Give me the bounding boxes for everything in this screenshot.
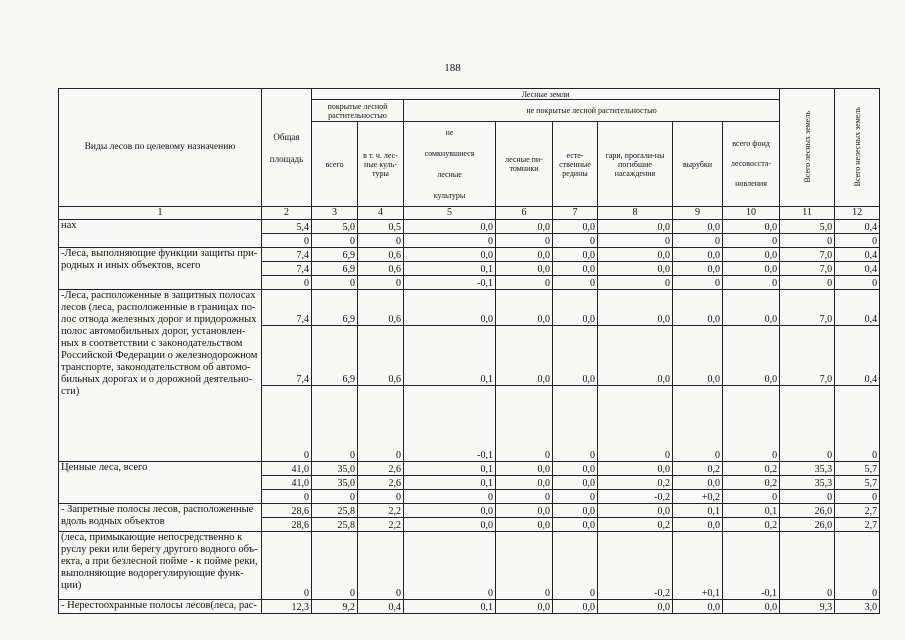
value-cell: 5,4	[262, 220, 312, 234]
forest-type-cell: (леса, примыкающие непосредственно к руслу реки или берегу другого водного объ-екта, а при безлесной пойме - к пойме реки, выполняющие водорегулирующие функ-ции)	[59, 532, 262, 600]
column-number: 3	[312, 207, 358, 220]
forest-type-cell: - Нерестоохранные полосы лесов(леса, рас-	[59, 600, 262, 614]
value-cell: 0	[496, 276, 553, 290]
value-cell: 0	[262, 532, 312, 600]
value-cell: 2,2	[358, 518, 404, 532]
value-cell: 0	[404, 234, 496, 248]
value-cell: 0,0	[496, 290, 553, 326]
value-cell: 6,9	[312, 290, 358, 326]
value-cell: 0	[312, 532, 358, 600]
column-number: 8	[598, 207, 673, 220]
page-number: 188	[444, 62, 461, 74]
value-cell: 0,0	[673, 248, 723, 262]
value-cell: 35,3	[780, 462, 835, 476]
value-cell: 7,0	[780, 326, 835, 386]
value-cell: 28,6	[262, 518, 312, 532]
value-cell: -0,1	[404, 386, 496, 462]
value-cell: 0	[262, 386, 312, 462]
value-cell: 0,6	[358, 290, 404, 326]
value-cell: 0,0	[598, 462, 673, 476]
value-cell: 2,6	[358, 476, 404, 490]
value-cell: 0,0	[673, 220, 723, 234]
value-cell: 0	[673, 234, 723, 248]
value-cell: 0	[780, 234, 835, 248]
value-cell: 0	[835, 234, 880, 248]
value-cell: 7,4	[262, 326, 312, 386]
value-cell: -0,2	[598, 532, 673, 600]
column-number: 2	[262, 207, 312, 220]
value-cell: 35,0	[312, 462, 358, 476]
value-cell: 0,0	[723, 290, 780, 326]
value-cell: 0	[723, 234, 780, 248]
value-cell: 0,0	[496, 518, 553, 532]
value-cell: 0	[835, 386, 880, 462]
value-cell: 7,4	[262, 262, 312, 276]
value-cell: 0,4	[358, 600, 404, 614]
value-cell: 0,0	[404, 248, 496, 262]
value-cell: 0,0	[598, 290, 673, 326]
value-cell: 0,2	[723, 462, 780, 476]
value-cell: 0,2	[598, 518, 673, 532]
col-header-not-covered: не покрытые лесной растительностью	[404, 100, 780, 122]
column-number: 1	[59, 207, 262, 220]
value-cell: 0,2	[673, 462, 723, 476]
value-cell: 0	[553, 234, 598, 248]
value-cell: 0,0	[673, 600, 723, 614]
value-cell: 6,9	[312, 262, 358, 276]
value-cell: 0,0	[496, 262, 553, 276]
value-cell: 0	[404, 490, 496, 504]
value-cell: 0	[780, 276, 835, 290]
value-cell: 0	[780, 532, 835, 600]
value-cell: 0	[553, 386, 598, 462]
value-cell: 0	[723, 386, 780, 462]
value-cell: 7,0	[780, 290, 835, 326]
value-cell: 0,2	[723, 518, 780, 532]
value-cell: 0,6	[358, 262, 404, 276]
col-header-total-area: Общая площадь	[262, 89, 312, 207]
value-cell: 0	[312, 386, 358, 462]
column-number: 5	[404, 207, 496, 220]
value-cell: 0	[262, 276, 312, 290]
forest-type-cell: нах	[59, 220, 262, 248]
value-cell: 0	[312, 234, 358, 248]
value-cell: 0	[262, 490, 312, 504]
table-row	[59, 532, 880, 600]
value-cell: 0,0	[553, 262, 598, 276]
value-cell: 0,5	[358, 220, 404, 234]
value-cell: 7,0	[780, 248, 835, 262]
value-cell: 0	[496, 532, 553, 600]
value-cell: 0,0	[598, 248, 673, 262]
table-row	[59, 220, 880, 234]
value-cell: 0,2	[598, 476, 673, 490]
value-cell: 5,7	[835, 476, 880, 490]
value-cell: 0,1	[404, 462, 496, 476]
value-cell: 0	[312, 490, 358, 504]
value-cell: 28,6	[262, 504, 312, 518]
value-cell: 0	[358, 532, 404, 600]
value-cell: 0	[496, 386, 553, 462]
column-number: 9	[673, 207, 723, 220]
value-cell: 0,4	[835, 290, 880, 326]
value-cell: 0,1	[404, 262, 496, 276]
forest-type-cell: -Леса, выполняющие функции защиты при-родных и иных объектов, всего	[59, 248, 262, 290]
value-cell: 0	[358, 234, 404, 248]
value-cell: 0,1	[404, 326, 496, 386]
value-cell: 7,4	[262, 290, 312, 326]
table-row	[59, 600, 880, 614]
table-row	[59, 290, 880, 326]
column-number: 11	[780, 207, 835, 220]
value-cell: 25,8	[312, 518, 358, 532]
value-cell: -0,1	[404, 276, 496, 290]
value-cell: 2,7	[835, 504, 880, 518]
col-header-clearings: вырубки	[673, 122, 723, 207]
value-cell: 0,0	[723, 248, 780, 262]
col-header-nurseries: лесные пи-томники	[496, 122, 553, 207]
value-cell: 0,0	[673, 476, 723, 490]
value-cell: 0,0	[723, 600, 780, 614]
forest-type-cell: - Запретные полосы лесов, расположенные вдоль водных объектов	[59, 504, 262, 532]
value-cell: 0,0	[553, 248, 598, 262]
value-cell: 6,9	[312, 326, 358, 386]
col-header-incl-cultures: в т. ч. лес-ные куль-туры	[358, 122, 404, 207]
value-cell: 41,0	[262, 462, 312, 476]
value-cell: 5,7	[835, 462, 880, 476]
value-cell: -0,2	[598, 490, 673, 504]
value-cell: 0,0	[553, 476, 598, 490]
value-cell: 0	[723, 490, 780, 504]
value-cell: 0,0	[723, 326, 780, 386]
value-cell: 0,0	[496, 600, 553, 614]
value-cell: 0,0	[723, 220, 780, 234]
value-cell: 0,1	[723, 504, 780, 518]
value-cell: 2,7	[835, 518, 880, 532]
value-cell: 0,0	[673, 326, 723, 386]
value-cell: 0,0	[553, 326, 598, 386]
col-header-reforestation: всего фонд лесовосста-новления	[723, 122, 780, 207]
value-cell: 0	[673, 386, 723, 462]
value-cell: 0,6	[358, 248, 404, 262]
value-cell: 0,0	[723, 262, 780, 276]
col-header-covered: покрытые лесной растительностью	[312, 100, 404, 122]
value-cell: 0,0	[673, 290, 723, 326]
value-cell: +0,1	[673, 532, 723, 600]
value-cell: 0,0	[496, 220, 553, 234]
column-number: 10	[723, 207, 780, 220]
value-cell: 0	[723, 276, 780, 290]
value-cell: 0,0	[598, 262, 673, 276]
value-cell: 35,0	[312, 476, 358, 490]
value-cell: 2,2	[358, 504, 404, 518]
value-cell: 0,4	[835, 248, 880, 262]
value-cell: 0,4	[835, 262, 880, 276]
value-cell: 0,0	[404, 504, 496, 518]
value-cell: 41,0	[262, 476, 312, 490]
col-header-unclosed-cultures: не сомкнувшиеся лесные культуры	[404, 122, 496, 207]
value-cell: 0	[553, 276, 598, 290]
value-cell: 0	[780, 490, 835, 504]
col-header-all: всего	[312, 122, 358, 207]
value-cell: 0	[312, 276, 358, 290]
value-cell: 0,0	[553, 504, 598, 518]
value-cell: 0,0	[598, 600, 673, 614]
value-cell: 0	[780, 386, 835, 462]
value-cell: 0,1	[404, 600, 496, 614]
value-cell: 0,0	[673, 518, 723, 532]
value-cell: 0	[598, 234, 673, 248]
value-cell: 9,3	[780, 600, 835, 614]
value-cell: 2,6	[358, 462, 404, 476]
value-cell: 0	[598, 386, 673, 462]
table-row	[59, 504, 880, 518]
table-row	[59, 248, 880, 262]
value-cell: 0,0	[404, 220, 496, 234]
value-cell: 9,2	[312, 600, 358, 614]
column-number: 4	[358, 207, 404, 220]
col-header-forest-lands: Лесные земли	[312, 89, 780, 100]
col-header-total-forest: Всего лесных земель	[780, 89, 835, 207]
col-header-burnt: гари, прогали-ны погибшие насаждения	[598, 122, 673, 207]
value-cell: 0,2	[723, 476, 780, 490]
value-cell: 3,0	[835, 600, 880, 614]
value-cell: 0,0	[598, 220, 673, 234]
value-cell: 5,0	[780, 220, 835, 234]
value-cell: 0	[496, 490, 553, 504]
value-cell: 35,3	[780, 476, 835, 490]
value-cell: 0	[358, 490, 404, 504]
value-cell: 0	[553, 532, 598, 600]
value-cell: 0,0	[496, 462, 553, 476]
value-cell: 5,0	[312, 220, 358, 234]
value-cell: 0,0	[404, 518, 496, 532]
value-cell: 0,6	[358, 326, 404, 386]
value-cell: -0,1	[723, 532, 780, 600]
col-header-natural-sparse: есте-ственные редины	[553, 122, 598, 207]
value-cell: 0	[358, 276, 404, 290]
value-cell: 0	[262, 234, 312, 248]
value-cell: 0,4	[835, 326, 880, 386]
value-cell: 0,0	[553, 600, 598, 614]
value-cell: 0,0	[553, 290, 598, 326]
forest-type-cell: Ценные леса, всего	[59, 462, 262, 504]
value-cell: 0,0	[404, 290, 496, 326]
value-cell: 0,0	[496, 476, 553, 490]
column-number: 7	[553, 207, 598, 220]
value-cell: 26,0	[780, 518, 835, 532]
value-cell: 0	[835, 490, 880, 504]
value-cell: 0,0	[598, 326, 673, 386]
column-number-row	[59, 207, 880, 220]
value-cell: 0	[358, 386, 404, 462]
value-cell: 0,0	[496, 326, 553, 386]
col-header-total-nonforest: Всего нелесных земель	[835, 89, 880, 207]
value-cell: 0	[598, 276, 673, 290]
value-cell: 0,0	[553, 518, 598, 532]
forest-lands-table	[58, 88, 880, 614]
value-cell: 7,4	[262, 248, 312, 262]
value-cell: 0,4	[835, 220, 880, 234]
value-cell: 0,0	[673, 262, 723, 276]
value-cell: 0,0	[598, 504, 673, 518]
value-cell: 0,0	[496, 248, 553, 262]
value-cell: 0	[673, 276, 723, 290]
value-cell: 25,8	[312, 504, 358, 518]
col-header-forest-type: Виды лесов по целевому назначению	[59, 89, 262, 207]
value-cell: 0,1	[404, 476, 496, 490]
value-cell: 0	[404, 532, 496, 600]
value-cell: 0,0	[553, 220, 598, 234]
table-row	[59, 462, 880, 476]
forest-type-cell: -Леса, расположенные в защитных полосах лесов (леса, расположенные в границах по-лос отвода железных дорог и придорожных полос автомобильных дорог, установлен-ных в соответствии с законодательством Российской Федерации о железнодорожном транспорте, законодательством об автомо-бильных дорогах и о дорожной деятельно-сти)	[59, 290, 262, 462]
value-cell: 7,0	[780, 262, 835, 276]
column-number: 12	[835, 207, 880, 220]
value-cell: 0,1	[673, 504, 723, 518]
value-cell: +0,2	[673, 490, 723, 504]
value-cell: 12,3	[262, 600, 312, 614]
value-cell: 26,0	[780, 504, 835, 518]
value-cell: 0	[553, 490, 598, 504]
value-cell: 6,9	[312, 248, 358, 262]
value-cell: 0	[496, 234, 553, 248]
value-cell: 0	[835, 532, 880, 600]
column-number: 6	[496, 207, 553, 220]
value-cell: 0	[835, 276, 880, 290]
value-cell: 0,0	[553, 462, 598, 476]
value-cell: 0,0	[496, 504, 553, 518]
